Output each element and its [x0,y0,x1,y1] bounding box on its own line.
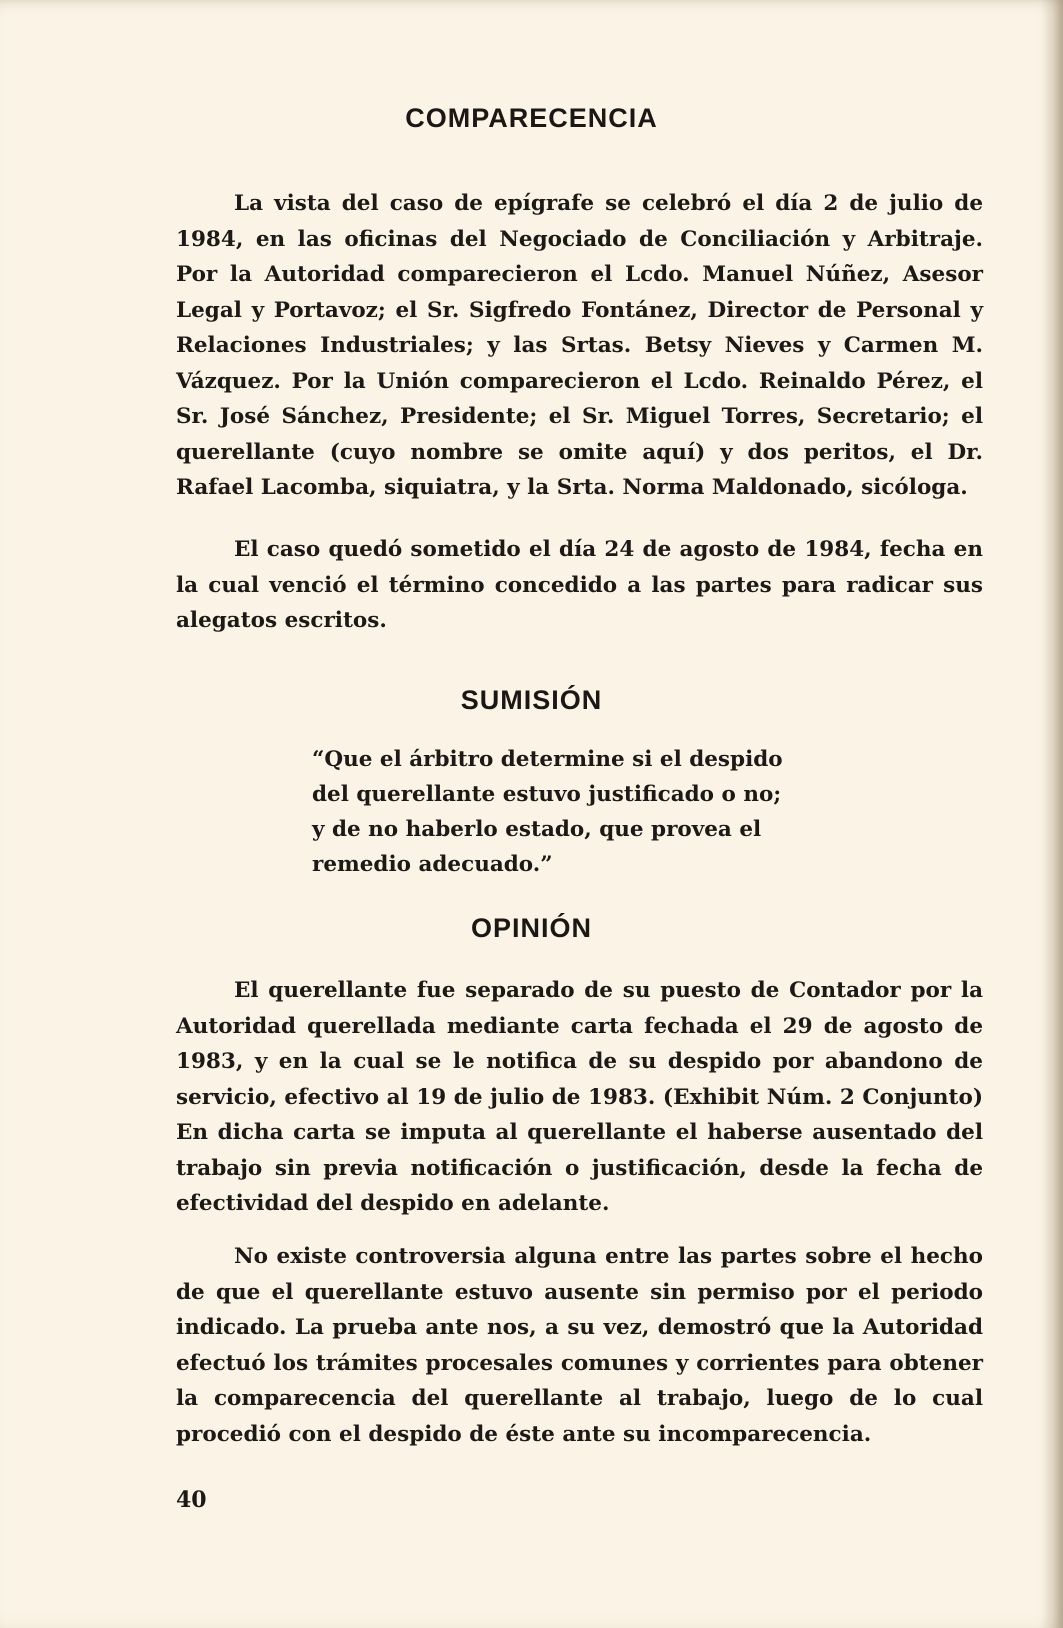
page-number: 40 [176,1487,207,1513]
paragraph-comparecencia-1: La vista del caso de epígrafe se celebró el día 2 de julio de 1984, en las oficinas del Negociado de Conciliación y Arbitraje. Por la Autoridad comparecieron el Lcdo. Manuel Núñez, Asesor Legal y Portavoz; el Sr. Sigfredo Fontánez, Director de Personal y Relaciones Industriales; y las Srtas. Betsy Nieves y Carmen M. Vázquez. Por la Unión comparecieron el Lcdo. Reinaldo Pérez, el Sr. José Sánchez, Presidente; el Sr. Miguel Torres, Secretario; el querellante (cuyo nombre se omite aquí) y dos peritos, el Dr. Rafael Lacomba, siquiatra, y la Srta. Norma Maldonado, sicóloga. [176,191,983,500]
heading-opinion: OPINIÓN [470,913,592,943]
paragraph-comparecencia-2: El caso quedó sometido el día 24 de agosto de 1984, fecha en la cual venció el término concedido a las partes para radicar sus alegatos escritos. [176,537,983,633]
heading-comparecencia: COMPARECENCIA [405,103,658,133]
page-edge-shadow [1041,0,1063,1628]
paragraph-opinion-1: El querellante fue separado de su puesto de Contador por la Autoridad querellada mediante carta fechada el 29 de agosto de 1983, y en la cual se le notifica de su despido por abandono de servicio, efectivo al 19 de julio de 1983. (Exhibit Núm. 2 Conjunto) En dicha carta se imputa al querellante el haberse ausentado del trabajo sin previa notificación o justificación, desde la fecha de efectividad del despido en adelante. [176,978,983,1216]
paragraph-opinion-2: No existe controversia alguna entre las partes sobre el hecho de que el querellante estuvo ausente sin permiso por el periodo indicado. La prueba ante nos, a su vez, demostró que la Autoridad efectuó los trámites procesales comunes y corrientes para obtener la comparecencia del querellante al trabajo, luego de lo cual procedió con el despido de éste ante su incomparecencia. [176,1244,983,1447]
heading-sumision: SUMISIÓN [460,685,603,715]
submission-quote: “Que el árbitro determine si el despido del querellante estuvo justificado o no; y de no haberlo estado, que provea el remedio adecuado.” [312,747,783,877]
